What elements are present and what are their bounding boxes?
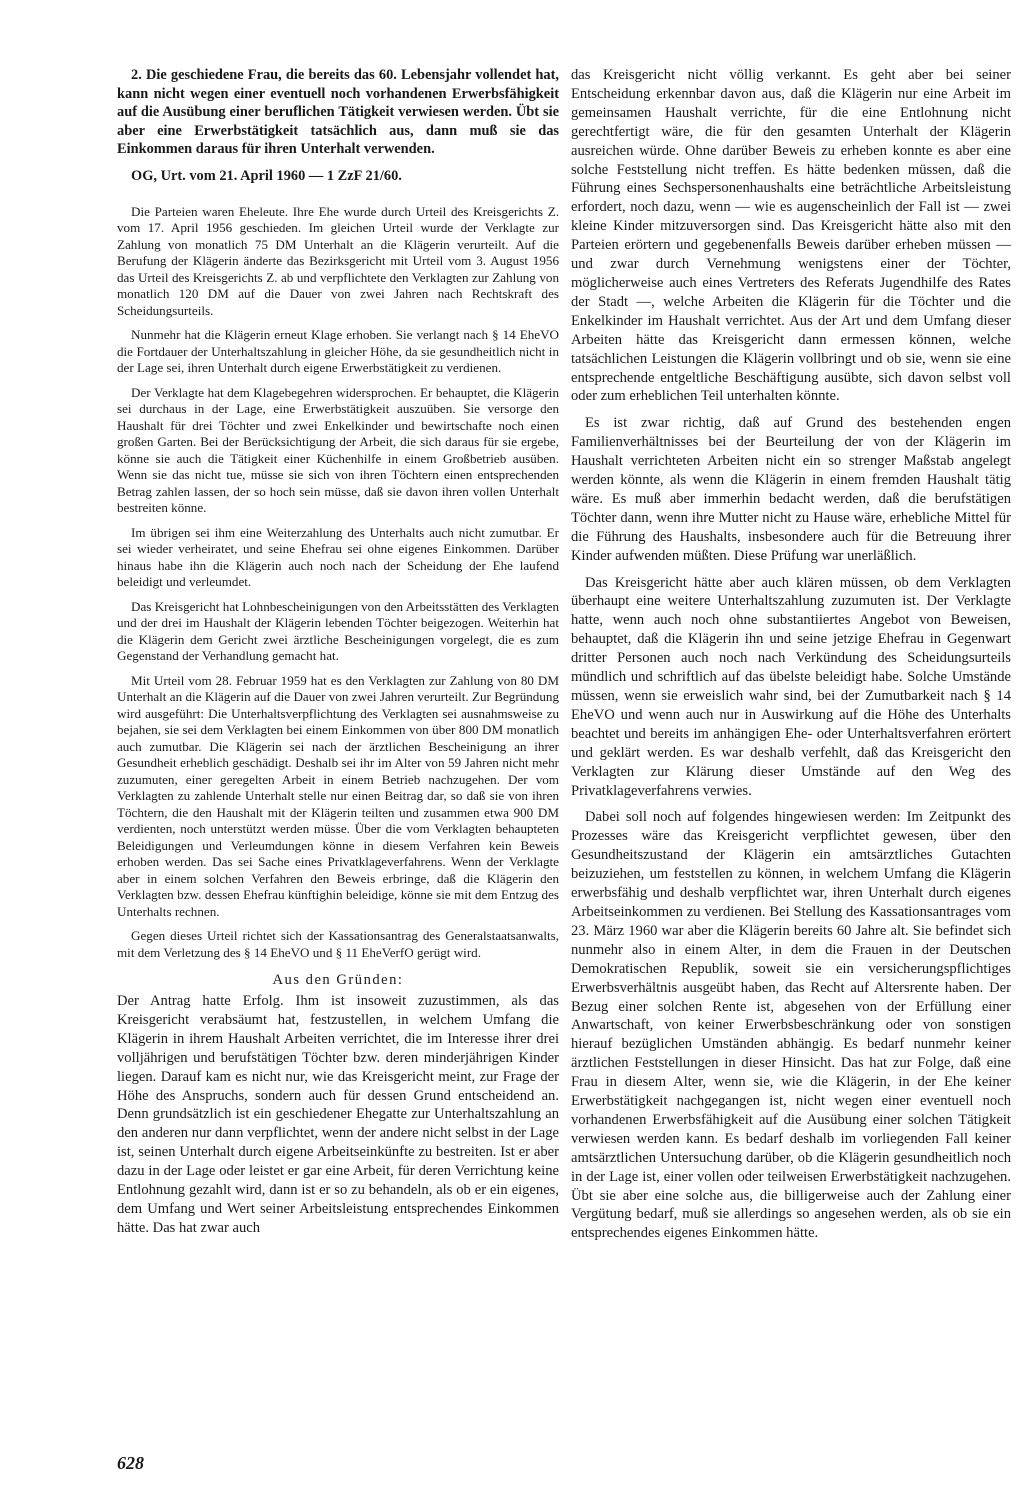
paragraph: Der Antrag hatte Erfolg. Ihm ist insoweit zuzustimmen, als das Kreisgericht verabsäumt hat, festzustellen, in welchem Umfang die Klägerin in ihrem Haushalt Arbeiten verrichtet, die im Interesse ihrer drei volljährigen und berufstätigen Töchter bzw. deren minderjährigen Kinder liegen. Darauf kam es nicht nur, wie das Kreisgericht meint, zur Frage der Höhe des Anspruchs, sondern auch für dessen Grund entscheidend an. Denn grundsätzlich ist ein geschiedener Ehegatte zur Unterhaltszahlung an den anderen nur dann verpflichtet, wenn der andere nicht selbst in der Lage ist, seinen Unterhalt durch eigene Arbeitseinkünfte zu bestreiten. Ist er aber dazu in der Lage oder leistet er gar eine Arbeit, für deren Verrichtung keine Entlohnung gezahlt wird, dann ist er so zu behandeln, als ob er ein eigenes, dem Umfang und Wert seiner Arbeitsleistung entsprechendes Einkommen hätte. Das hat zwar auch xyxy=(117,992,559,1236)
right-column xyxy=(571,66,1011,1251)
paragraph: Gegen dieses Urteil richtet sich der Kassationsantrag des Generalstaatsanwalts, mit dem Verletzung des § 14 EheVO und § 11 EheVerfO gerügt wird. xyxy=(117,928,559,960)
paragraph: Das Kreisgericht hat Lohnbescheinigungen von den Arbeitsstätten des Verklagten und der drei im Haushalt der Klägerin lebenden Töchter beigezogen. Weiterhin hat die Klägerin dem Gericht zwei ärztliche Bescheinigungen vorgelegt, die es zum Gegenstand der Verhandlung gemacht hat. xyxy=(117,598,559,664)
paragraph: Das Kreisgericht hätte aber auch klären müssen, ob dem Verklagten überhaupt eine weitere Unterhaltszahlung zuzumuten ist. Der Verklagte hatte, wenn auch noch ohne substantiiertes Angebot von Beweisen, behauptet, daß die Klägerin ihn und seine jetzige Ehefrau in Gegenwart dritter Personen auch noch nach Verkündung des Scheidungsurteils mündlich und schriftlich auf das übelste beleidigt habe. Solche Umstände müssen, wenn sie erweislich wahr sind, bei der Zumutbarkeit nach § 14 EheVO und wenn auch nur in Auswirkung auf die Höhe des Unterhalts beachtet und bereits im anhängigen Ehe- oder Unterhaltsverfahren erörtert und geklärt werden. Es war deshalb verfehlt, daß das Kreisgericht den Verklagten zur Klärung dieser Umstände auf den Weg des Privatklageverfahrens verwies. xyxy=(571,574,1011,799)
paragraph: Die Parteien waren Eheleute. Ihre Ehe wurde durch Urteil des Kreisgerichts Z. vom 17. April 1956 geschieden. Im gleichen Urteil wurde der Verklagte zur Zahlung von monatlich 75 DM Unterhalt an die Klägerin verurteilt. Auf die Berufung der Klägerin änderte das Bezirksgericht mit Urteil vom 3. August 1956 das Urteil des Kreisgerichts Z. ab und verpflichtete den Verklagten zur Zahlung von monatlich 120 DM auf die Dauer von zwei Jahren nach Rechtskraft des Scheidungsurteils. xyxy=(117,203,559,318)
paragraph: Dabei soll noch auf folgendes hingewiesen werden: Im Zeitpunkt des Prozesses wäre das Kreisgericht verpflichtet gewesen, über den Gesundheitszustand der Klägerin ein amtsärztliches Gutachten beizuziehen, um feststellen zu können, in welchem Umfang die Klägerin erwerbsfähig und deshalb verpflichtet war, ihren Unterhalt durch eigenes Arbeitseinkommen zu verdienen. Bei Stellung des Kassationsantrages vom 23. März 1960 war aber die Klägerin bereits 60 Jahre alt. Sie befindet sich nunmehr also in einem Alter, in dem die Frauen in der Deutschen Demokratischen Republik, soweit sie ein versicherungspflichtiges Erwerbsverhältnis ausgeübt haben, das Recht auf Altersrente haben. Der Bezug einer solchen Rente ist, abgesehen von der Erfüllung einer Anwartschaft, von keiner Erwerbsbeschränkung oder von sonstigen hierauf bezüglichen Umständen abhängig. Es bedarf nunmehr keiner ärztlichen Feststellungen in dieser Hinsicht. Das hat zur Folge, daß eine Frau in diesem Alter, wenn sie, wie die Klägerin, in der Ehe keiner Erwerbstätigkeit nachgegangen ist, nicht wegen einer eventuell noch vorhandenen Erwerbsfähigkeit auf die Ausübung einer solchen Tätigkeit verwiesen werden kann. Es bedarf deshalb im vorliegenden Fall keiner amtsärztlichen Untersuchung darüber, ob die Klägerin gesundheitlich noch in der Lage ist, einer vollen oder teilweisen Erwerbstätigkeit nachzugehen. Übt sie aber eine solche aus, die billigerweise auch der Zahlung einer Vergütung bedarf, muß sie allerdings so angesehen werden, als ob sie ein entsprechendes eigenes Einkommen hätte. xyxy=(571,809,1011,1242)
headnote: 2. Die geschiedene Frau, die bereits das 60. Lebensjahr vollendet hat, kann nicht wegen einer eventuell noch vorhandenen Erwerbsfähigkeit auf die Ausübung einer beruflichen Tätigkeit verwiesen werden. Übt sie aber eine Erwerbstätigkeit tatsächlich aus, dann muß sie das Einkommen daraus für ihren Unterhalt verwenden. xyxy=(117,67,559,158)
paragraph: Im übrigen sei ihm eine Weiterzahlung des Unterhalts auch nicht zumutbar. Er sei wieder verheiratet, und seine Ehefrau sei ohne eigenes Einkommen. Darüber hinaus habe ihn die Klägerin auch noch nach der Scheidung der Ehe laufend beleidigt und verleumdet. xyxy=(117,524,559,590)
section-heading: Aus den Gründen: xyxy=(272,972,404,989)
paragraph: Es ist zwar richtig, daß auf Grund des bestehenden engen Familienverhältnisses bei der Beurteilung der von der Klägerin im Haushalt verrichteten Arbeiten nicht ein so strenger Maßstab angelegt werden könnte, als wenn die Klägerin in einem fremden Haushalt tätig wäre. Es muß aber immerhin bedacht werden, daß die berufstätigen Töchter dann, wenn ihre Mutter nicht zu Hause wäre, erhebliche Mittel für die Führung des Haushalts, insbesondere auch für die Betreuung ihrer Kinder aufwenden müßten. Diese Prüfung war unerläßlich. xyxy=(571,415,1011,564)
page-number: 628 xyxy=(117,1453,144,1473)
paragraph: Der Verklagte hat dem Klagebegehren widersprochen. Er behauptet, die Klägerin sei durchaus in der Lage, eine Erwerbstätigkeit auszuüben. Sie versorge den Haushalt für drei Töchter und zwei Enkelkinder und bewirtschafte noch einen großen Garten. Bei der Berücksichtigung der Arbeit, die sich daraus für sie ergebe, könne sie auch die Tätigkeit einer Küchenhilfe in einem Großbetrieb ausüben. Wenn sie das nicht tue, müsse sie sich von ihren Töchtern einen entsprechenden Betrag zahlen lassen, der so hoch sein müsse, daß sie davon ihren vollen Unterhalt bestreiten könne. xyxy=(117,384,559,516)
paragraph: das Kreisgericht nicht völlig verkannt. Es geht aber bei seiner Entscheidung erkennbar davon aus, daß die Klägerin nur eine Arbeit im gemeinsamen Haushalt verrichte, für die eine Entlohnung nicht gerechtfertigt wäre, die für den gesamten Unterhalt der Klägerin ausreichen würde. Ohne darüber Beweis zu erheben konnte es aber eine solche Feststellung nicht treffen. Es hätte bedenken müssen, daß die Führung eines Sechspersonenhaushalts eine beträchtliche Arbeitsleistung erfordert, noch dazu, wenn — wie es augenscheinlich der Fall ist — zwei kleine Kinder mitzuversorgen sind. Das Kreisgericht hätte also mit den Parteien erörtern und gegebenenfalls Beweis darüber erheben müssen — und zwar durch Vernehmung wenigstens einer der Töchter, möglicherweise auch eines Vertreters des Referats Jugendhilfe des Rates der Stadt —, welche Arbeiten die Klägerin für die Töchter und die Enkelkinder im Haushalt verrichtet. Aus der Art und dem Umfang dieser Arbeiten hätte das Kreisgericht dann ermessen können, welche tatsächlichen Leistungen die Klägerin vollbringt und ob sie, wenn sie eine entsprechende entgeltliche Beschäftigung ausübte, sich davon selbst voll oder zum erheblichen Teil unterhalten könnte. xyxy=(571,67,1011,405)
paragraph: Mit Urteil vom 28. Februar 1959 hat es den Verklagten zur Zahlung von 80 DM Unterhalt an die Klägerin auf die Dauer von zwei Jahren verurteilt. Zur Begründung wird ausgeführt: Die Unterhaltsverpflichtung des Verklagten sei ausnahmsweise zu bejahen, sie sei dem Verklagten bei einem Einkommen von über 800 DM monatlich auch zumutbar. Die Klägerin sei nach der ärztlichen Bescheinigung an ihrer Gesundheit erheblich geschädigt. Deshalb sei ihr im Alter von 59 Jahren nicht mehr zuzumuten, einer geregelten Arbeit in einem Betrieb nachzugehen. Der vom Verklagten zu zahlende Unterhalt stelle nur einen Beitrag dar, so daß sie von ihren Töchtern, die den Haushalt mit der Klägerin teilten und zusammen etwa 900 DM verdienten, noch unterstützt werden müsse. Über die vom Verklagten behaupteten Beleidigungen und Verleumdungen könne in diesem Verfahren kein Beweis erhoben werden. Das sei Sache eines Privatklageverfahrens. Wenn der Verklagte aber in einem solchen Verfahren den Beweis erbringe, daß die Klägerin den Verklagten bzw. dessen Ehefrau künftighin beleidige, könne sie mit dem Entzug des Unterhalts rechnen. xyxy=(117,672,559,919)
left-column xyxy=(117,66,559,1246)
paragraph: Nunmehr hat die Klägerin erneut Klage erhoben. Sie verlangt nach § 14 EheVO die Fortdauer der Unterhaltszahlung in gleicher Höhe, da sie gesundheitlich nicht in der Lage sei, ihren Unterhalt durch eigene Erwerbstätigkeit zu verdienen. xyxy=(117,327,559,376)
case-citation: OG, Urt. vom 21. April 1960 — 1 ZzF 21/60. xyxy=(131,167,402,184)
